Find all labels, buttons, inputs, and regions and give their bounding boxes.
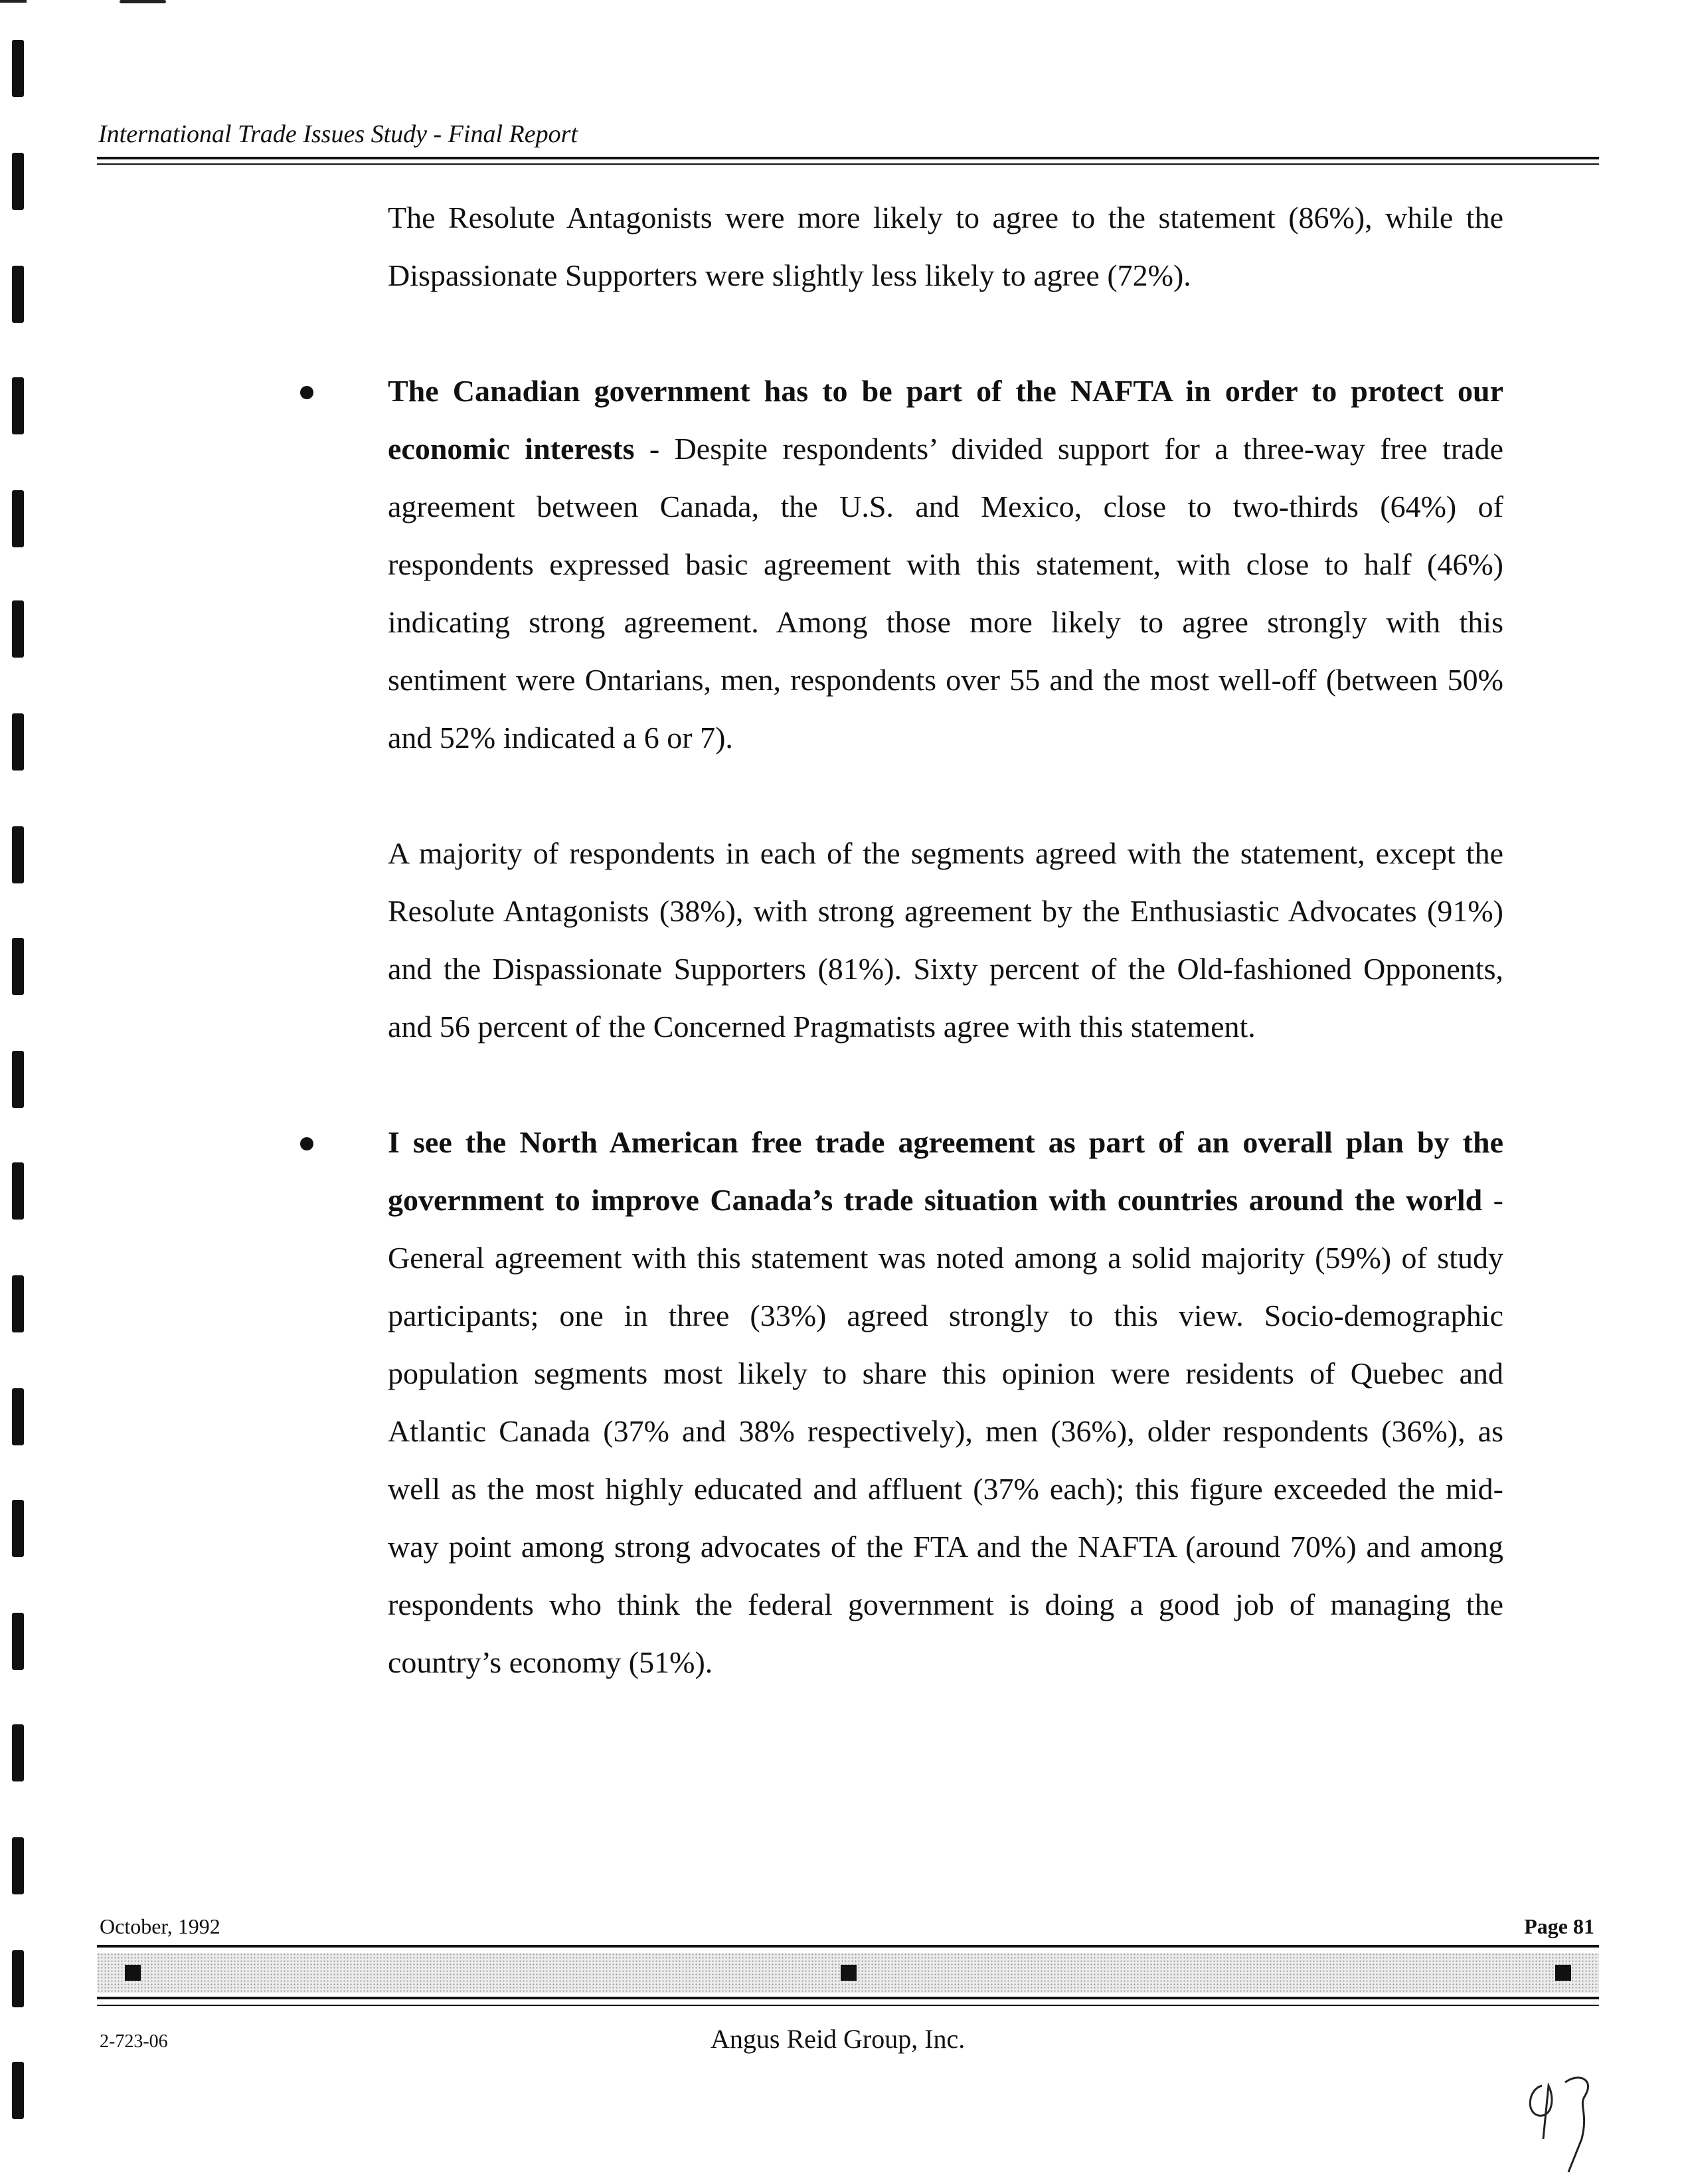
- segments-paragraph: A majority of respondents in each of the segments agreed with the statement, except the Resolute Antagonists (38%), with strong agreement by the Enthusiastic Advocates (91%) and the Dispassionate Supporters (81%). Sixty percent of the Old-fashioned Opponents, and 56 percent of the Concerned Pragmatists agree with this statement.: [388, 836, 1503, 1044]
- report-header-title: International Trade Issues Study - Final Report: [98, 120, 578, 148]
- report-body: [388, 189, 1503, 1691]
- bullet-item-nafta-protect: [388, 362, 1503, 767]
- handwritten-mark-icon: [1515, 2059, 1622, 2179]
- bullet-item-overall-plan: [388, 1113, 1503, 1691]
- bullet-text: - Despite respondents’ divided support for a three-way free trade agreement between Canada, the U.S. and Mexico, close to two-thirds (64%) of respondents expressed basic agreement with this statement, with close to half (46%) indicating strong agreement. Among those more likely to agree strongly with this sentiment were Ontarians, men, respondents over 55 and the most well-off (between 50% and 52% indicated a 6 or 7).: [388, 432, 1504, 755]
- bullet-icon: [300, 1137, 313, 1150]
- band-marker-icon: [841, 1965, 857, 1981]
- footer-band: [97, 1953, 1599, 1993]
- header-rule: [97, 163, 1599, 165]
- page-edge-mark: [0, 0, 27, 3]
- document-code: 2-723-06: [100, 2031, 168, 2052]
- footer-rule: [97, 1997, 1599, 1999]
- bullet-heading: The Canadian government has to be part of the NAFTA in order to protect our economic interests: [388, 374, 1503, 466]
- band-marker-icon: [1555, 1965, 1571, 1981]
- footer-date: October, 1992: [100, 1914, 220, 1938]
- footer-rule: [97, 1945, 1599, 1948]
- bullet-text: - General agreement with this statement was noted among a solid majority (59%) of study participants; one in three (33%) agreed strongly to this view. Socio-demographic population segments most likely to share this opinion were residents of Quebec and Atlantic Canada (37% and 38% respectively), men (36%), older respondents (36%), as well as the most highly educated and affluent (37% each); this figure exceeded the mid-way point among strong advocates of the FTA and the NAFTA (around 70%) and among respondents who think the federal government is doing a good job of managing the country’s economy (51%).: [388, 1183, 1503, 1679]
- bullet-heading: I see the North American free trade agreement as part of an overall plan by the government to improve Canada’s trade situation with countries around the world: [388, 1125, 1503, 1217]
- intro-paragraph: The Resolute Antagonists were more likely to agree to the statement (86%), while the Dispassionate Supporters were slightly less likely to agree (72%).: [388, 201, 1503, 292]
- footer-rule: [97, 2005, 1599, 2006]
- header-rule: [97, 157, 1599, 159]
- company-name: Angus Reid Group, Inc.: [711, 2024, 966, 2054]
- page-edge-mark: [120, 0, 166, 3]
- bullet-icon: [300, 386, 313, 399]
- band-marker-icon: [125, 1965, 141, 1981]
- page-number: Page 81: [1524, 1914, 1594, 1938]
